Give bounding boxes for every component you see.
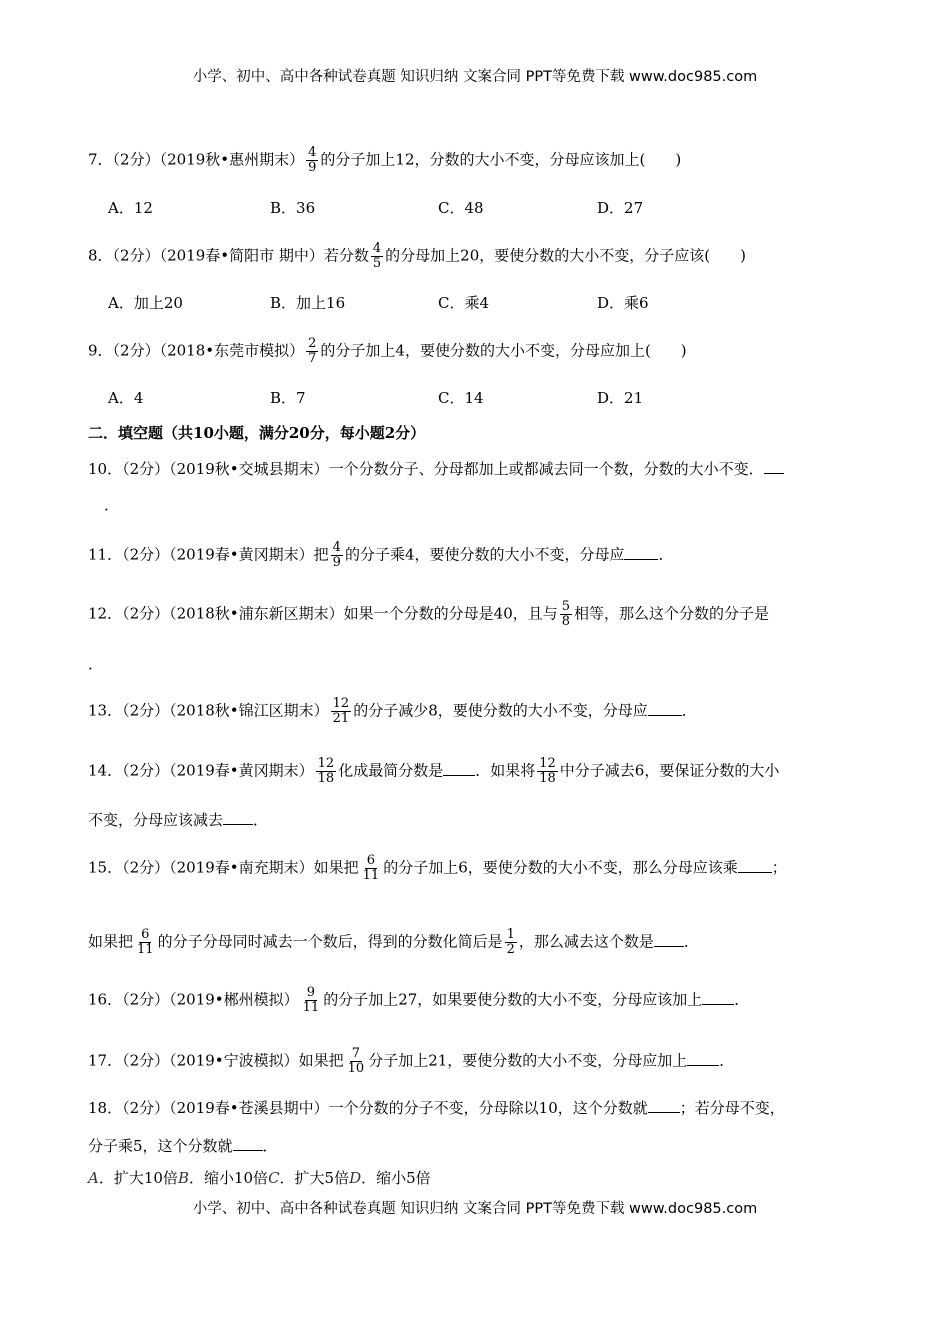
answer-blank <box>764 459 784 474</box>
question-7-prefix: 7．（2分）（2019秋•惠州期末） <box>88 150 305 169</box>
fraction: $\frac{7}{10}$ <box>347 1046 365 1076</box>
answer-blank <box>233 1136 263 1151</box>
end-mark: ． <box>719 1051 735 1070</box>
fraction: $\frac{9}{11}$ <box>302 985 320 1015</box>
answer-blank <box>654 932 684 947</box>
answer-blank <box>443 761 475 776</box>
option-b: B．36 <box>270 199 316 217</box>
question-12-prefix: 12．（2分）（2018秋•浦东新区期末）如果一个分数的分母是40，且与 <box>88 604 558 623</box>
answer-blank <box>223 810 253 825</box>
question-15-text: 的分子加上6，要使分数的大小不变，那么分母应该乘 <box>383 858 738 877</box>
end-mark: ． <box>253 811 269 829</box>
answer-blank <box>702 990 734 1005</box>
question-15-cont-text: ，那么减去这个数是 <box>518 932 654 951</box>
question-15-cont-mid: 的分子分母同时减去一个数后，得到的分数化简后是 <box>157 932 503 951</box>
answer-blank <box>687 1051 719 1066</box>
question-10-text: 10．（2分）（2019秋•交城县期末）一个分数分子、分母都加上或都减去同一个数，分数的大小不变． <box>88 460 764 478</box>
option-b: B．7 <box>270 389 306 407</box>
question-16-prefix: 16．（2分）（2019•郴州模拟） <box>88 990 299 1009</box>
option-d: D．27 <box>597 199 644 217</box>
fraction: $\frac{2}{7}$ <box>308 336 317 366</box>
fraction: $\frac{4}{9}$ <box>332 540 341 570</box>
option-d: D．21 <box>597 389 644 407</box>
option-c: C．14 <box>438 389 484 407</box>
question-18-cont <box>88 1135 278 1157</box>
end-mark: ． <box>734 990 750 1009</box>
fraction: $\frac{12}{21}$ <box>332 696 350 726</box>
question-12-cont: ． <box>88 655 104 673</box>
question-10-cont: ． <box>104 496 120 514</box>
question-13-prefix: 13．（2分）（2018秋•锦江区期末） <box>88 701 329 720</box>
question-14 <box>88 756 780 786</box>
option-a-letter: A <box>88 1169 99 1187</box>
question-15 <box>88 853 787 883</box>
fraction: $\frac{1}{2}$ <box>506 927 515 957</box>
option-a: A．12 <box>108 199 153 217</box>
page-footer: 小学、初中、高中各种试卷真题 知识归纳 文案合同 PPT等免费下载 www.doc985.com <box>192 1201 758 1217</box>
question-8 <box>88 241 746 271</box>
question-18-options <box>88 1167 431 1189</box>
question-15-prefix: 15．（2分）（2019春•南充期末）如果把 <box>88 858 359 877</box>
question-14-cont <box>88 809 268 831</box>
answer-blank <box>624 545 658 560</box>
option-b-label: ．缩小10倍 <box>188 1169 269 1187</box>
fraction: $\frac{4}{9}$ <box>308 145 317 175</box>
question-18-mid: ；若分母不变， <box>679 1099 785 1117</box>
question-13 <box>88 696 697 726</box>
question-13-text: 的分子减少8，要使分数的大小不变，分母应 <box>353 701 648 720</box>
question-14-prefix: 14．（2分）（2019春•黄冈期末） <box>88 761 314 780</box>
semicolon: ； <box>771 858 787 877</box>
question-16 <box>88 985 750 1015</box>
option-c: C．48 <box>438 199 484 217</box>
question-17-prefix: 17．（2分）（2019•宁波模拟）如果把 <box>88 1051 344 1070</box>
question-9 <box>88 336 687 366</box>
end-mark: ． <box>681 701 697 720</box>
option-c-label: ．扩大5倍 <box>279 1169 350 1187</box>
question-7 <box>88 145 682 175</box>
question-15-cont <box>88 927 699 957</box>
end-mark: ． <box>683 932 699 951</box>
question-8-prefix: 8．（2分）（2019春•简阳市 期中）若分数 <box>88 246 369 265</box>
fraction: $\frac{12}{18}$ <box>317 756 335 786</box>
answer-blank <box>738 858 772 873</box>
option-a-label: ．扩大10倍 <box>98 1169 178 1187</box>
fraction: $\frac{6}{11}$ <box>137 927 154 957</box>
question-18-cont-text: 分子乘5，这个分数就 <box>88 1137 233 1155</box>
question-12 <box>88 599 770 629</box>
question-16-text: 的分子加上27，如果要使分数的大小不变，分母应该加上 <box>323 990 703 1009</box>
question-14-cont-text: 不变，分母应该减去 <box>88 811 224 829</box>
question-18 <box>88 1097 785 1119</box>
option-d-label: ．缩小5倍 <box>361 1169 431 1187</box>
question-14-text: 中分子减去6，要保证分数的大小 <box>559 761 780 780</box>
question-14-mid: 化成最简分数是 <box>338 761 444 780</box>
option-a: A．4 <box>108 389 144 407</box>
question-11 <box>88 540 674 570</box>
question-17-text: 分子加上21，要使分数的大小不变，分母应加上 <box>368 1051 688 1070</box>
fraction: $\frac{6}{11}$ <box>362 853 380 883</box>
question-10 <box>88 458 784 480</box>
question-17 <box>88 1046 735 1076</box>
question-11-text: 的分子乘4，要使分数的大小不变，分母应 <box>344 545 625 564</box>
question-9-prefix: 9．（2分）（2018•东莞市模拟） <box>88 341 305 360</box>
option-a: A．加上20 <box>108 294 183 312</box>
question-14-mid2: ．如果将 <box>475 761 536 780</box>
fraction: $\frac{5}{8}$ <box>561 599 571 629</box>
page-header: 小学、初中、高中各种试卷真题 知识归纳 文案合同 PPT等免费下载 www.doc985.com <box>192 69 758 85</box>
answer-blank <box>648 1098 680 1113</box>
option-c: C．乘4 <box>438 294 490 312</box>
section-title: 二．填空题（共10小题，满分20分，每小题2分） <box>88 424 426 442</box>
question-8-text: 的分母加上20，要使分数的大小不变，分子应该( ) <box>385 246 746 265</box>
question-12-text: 相等，那么这个分数的分子是 <box>574 604 770 623</box>
question-18-text: 18．（2分）（2019春•苍溪县期中）一个分数的分子不变，分母除以10，这个分数就 <box>88 1099 648 1117</box>
question-11-prefix: 11．（2分）（2019春•黄冈期末）把 <box>88 545 329 564</box>
fraction: $\frac{4}{5}$ <box>372 241 382 271</box>
option-c-letter: C <box>268 1169 280 1187</box>
end-mark: ． <box>262 1137 278 1155</box>
option-b: B．加上16 <box>270 294 346 312</box>
option-d-letter: D <box>349 1169 362 1187</box>
answer-blank <box>648 701 682 716</box>
option-b-letter: B <box>177 1169 189 1187</box>
question-9-text: 的分子加上4，要使分数的大小不变，分母应加上( ) <box>320 341 687 360</box>
question-15-cont-prefix: 如果把 <box>88 932 134 951</box>
fraction: $\frac{12}{18}$ <box>539 756 556 786</box>
end-mark: ． <box>658 545 674 564</box>
option-d: D．乘6 <box>597 294 649 312</box>
question-7-text: 的分子加上12，分数的大小不变，分母应该加上( ) <box>320 150 682 169</box>
